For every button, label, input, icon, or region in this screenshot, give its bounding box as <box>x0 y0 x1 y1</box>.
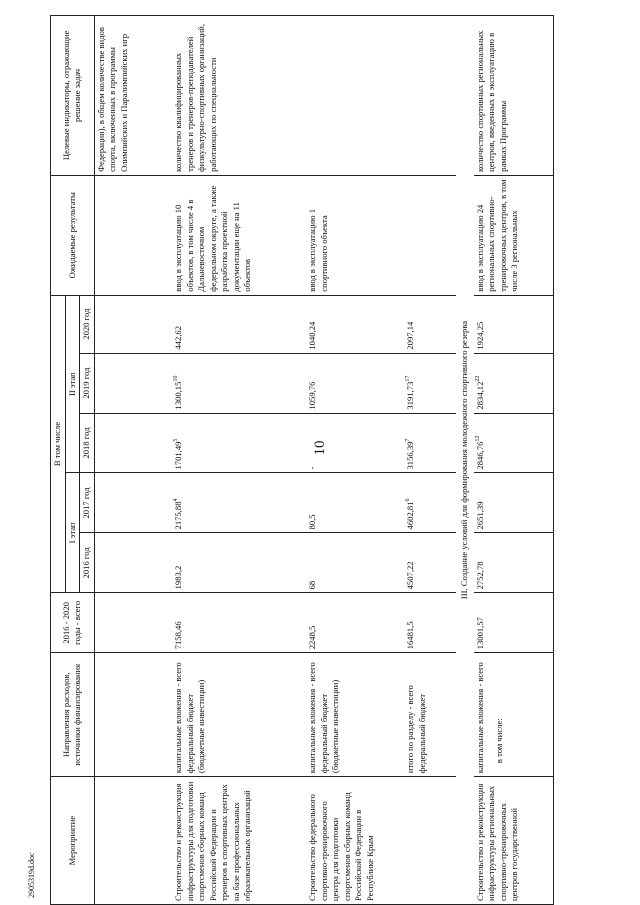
cell-2020 <box>94 295 172 353</box>
cell-2019: 1300,15$^{16}$ <box>172 353 306 413</box>
cell-direction <box>94 653 172 777</box>
section-row <box>456 16 474 905</box>
cell-2018: 1701,49$^5$ <box>172 413 306 473</box>
header-year-2019: 2019 год <box>80 353 95 413</box>
cell-results: ввод в эксплуатацию 10 объектов, в том числе 4 в Дальневосточном федеральном округе, а также разработка проектной документации еще на 11 объектов <box>172 175 306 295</box>
header-indicators: Целевые индикаторы, отражающие решение задач <box>51 16 95 176</box>
cell-2017: 80,5 <box>306 473 404 533</box>
cell-total: 7158,46 <box>172 593 306 653</box>
table-row <box>172 16 306 905</box>
program-table <box>50 15 554 905</box>
header-year-2018: 2018 год <box>80 413 95 473</box>
cell-direction: итого по разделу - всего федеральный бюджет <box>404 653 456 777</box>
cell-2016 <box>94 533 172 593</box>
cell-event: Строительство и реконструкция инфраструктуры региональных спортивно-тренировочных центров государственной <box>474 777 554 905</box>
section-title: III. Создание условий для формирования молодежного спортивного резерва <box>456 16 474 905</box>
cell-2020: 1924,25 <box>474 295 554 353</box>
header-stage-1: I этап <box>65 473 80 593</box>
cell-direction: капитальные вложения - всего федеральный бюджет (бюджетные инвестиции) <box>306 653 404 777</box>
header-year-2017: 2017 год <box>80 473 95 533</box>
header-year-2016: 2016 год <box>80 533 95 593</box>
cell-indicators: количество квалифицированных тренеров и тренеров-преподавателей физкультурно-спортивных организаций, работающих по специальности <box>172 16 306 176</box>
cell-indicators <box>404 16 456 176</box>
cell-2019: 3191,73$^{17}$ <box>404 353 456 413</box>
cell-2020: 442,62 <box>172 295 306 353</box>
cell-total <box>94 593 172 653</box>
cell-2019: 2834,12$^{22}$ <box>474 353 554 413</box>
cell-2016: 2752,78 <box>474 533 554 593</box>
cell-indicators: количество спортивных региональных центров, введенных в эксплуатацию в рамках Программы <box>474 16 554 176</box>
header-results: Ожидаемые результаты <box>51 175 95 295</box>
cell-2019: 1059,76 <box>306 353 404 413</box>
cell-2016: 68 <box>306 533 404 593</box>
cell-event <box>404 777 456 905</box>
table-row-total <box>404 16 456 905</box>
cell-2017: 2651,39 <box>474 473 554 533</box>
cell-2018: - <box>306 413 404 473</box>
cell-2017: 2175,88$^4$ <box>172 473 306 533</box>
cell-total: 13001,57 <box>474 593 554 653</box>
header-year-2020: 2020 год <box>80 295 95 353</box>
cell-event: Строительство федерального спортивно-тренировочного центра для подготовки спортсменов сборных команд Российской Федерации в Республике Крым <box>306 777 404 905</box>
cell-2020: 1040,24 <box>306 295 404 353</box>
cell-total: 2248,5 <box>306 593 404 653</box>
cell-results: ввод в эксплуатацию 1 спортивного объекта <box>306 175 404 295</box>
header-total: 2016 - 2020 годы - всего <box>51 593 95 653</box>
cell-2016: 4507,22 <box>404 533 456 593</box>
header-direction: Направления расходов, источники финансирования <box>51 653 95 777</box>
header-in-total: В том числе <box>51 295 66 593</box>
cell-direction: капитальные вложения - всего федеральный бюджет (бюджетные инвестиции) <box>172 653 306 777</box>
header-stage-2: II этап <box>65 295 80 473</box>
cell-event: Строительство и реконструкция инфраструктуры для подготовки спортсменов сборных команд Российской Федерации и тренеров в спортивных центрах на базе профессиональных образовательных организаций <box>172 777 306 905</box>
cell-results <box>404 175 456 295</box>
cell-2017: 4602,81$^6$ <box>404 473 456 533</box>
header-row <box>51 16 66 905</box>
cell-total: 16481,5 <box>404 593 456 653</box>
table-row <box>474 16 554 905</box>
table-row <box>306 16 404 905</box>
table-row <box>94 16 172 905</box>
cell-event <box>94 777 172 905</box>
cell-direction-sub: в том числе: <box>494 718 504 764</box>
header-event: Мероприятие <box>51 777 95 905</box>
cell-2016: 1983,2 <box>172 533 306 593</box>
rotated-page <box>50 15 610 905</box>
cell-2017 <box>94 473 172 533</box>
cell-indicators: Федерации), в общем количестве видов спорта, включенных в программы Олимпийских и Паралимпийских игр <box>94 16 172 176</box>
cell-direction-main: капитальные вложения - всего <box>474 662 485 774</box>
cell-results: ввод в эксплуатацию 24 региональных спортивно-тренировочных центров, в том числе 3 региональных <box>474 175 554 295</box>
cell-indicators <box>306 16 404 176</box>
cell-results <box>94 175 172 295</box>
cell-2020: 2097,14 <box>404 295 456 353</box>
page-content <box>50 15 610 905</box>
cell-2018: 3156,39$^7$ <box>404 413 456 473</box>
cell-2018 <box>94 413 172 473</box>
page-number: 10 <box>312 440 328 456</box>
cell-2018: 2846,76$^{12}$ <box>474 413 554 473</box>
cell-2019 <box>94 353 172 413</box>
footer-code: 2905319d.doc <box>27 852 36 898</box>
cell-direction <box>474 653 554 777</box>
